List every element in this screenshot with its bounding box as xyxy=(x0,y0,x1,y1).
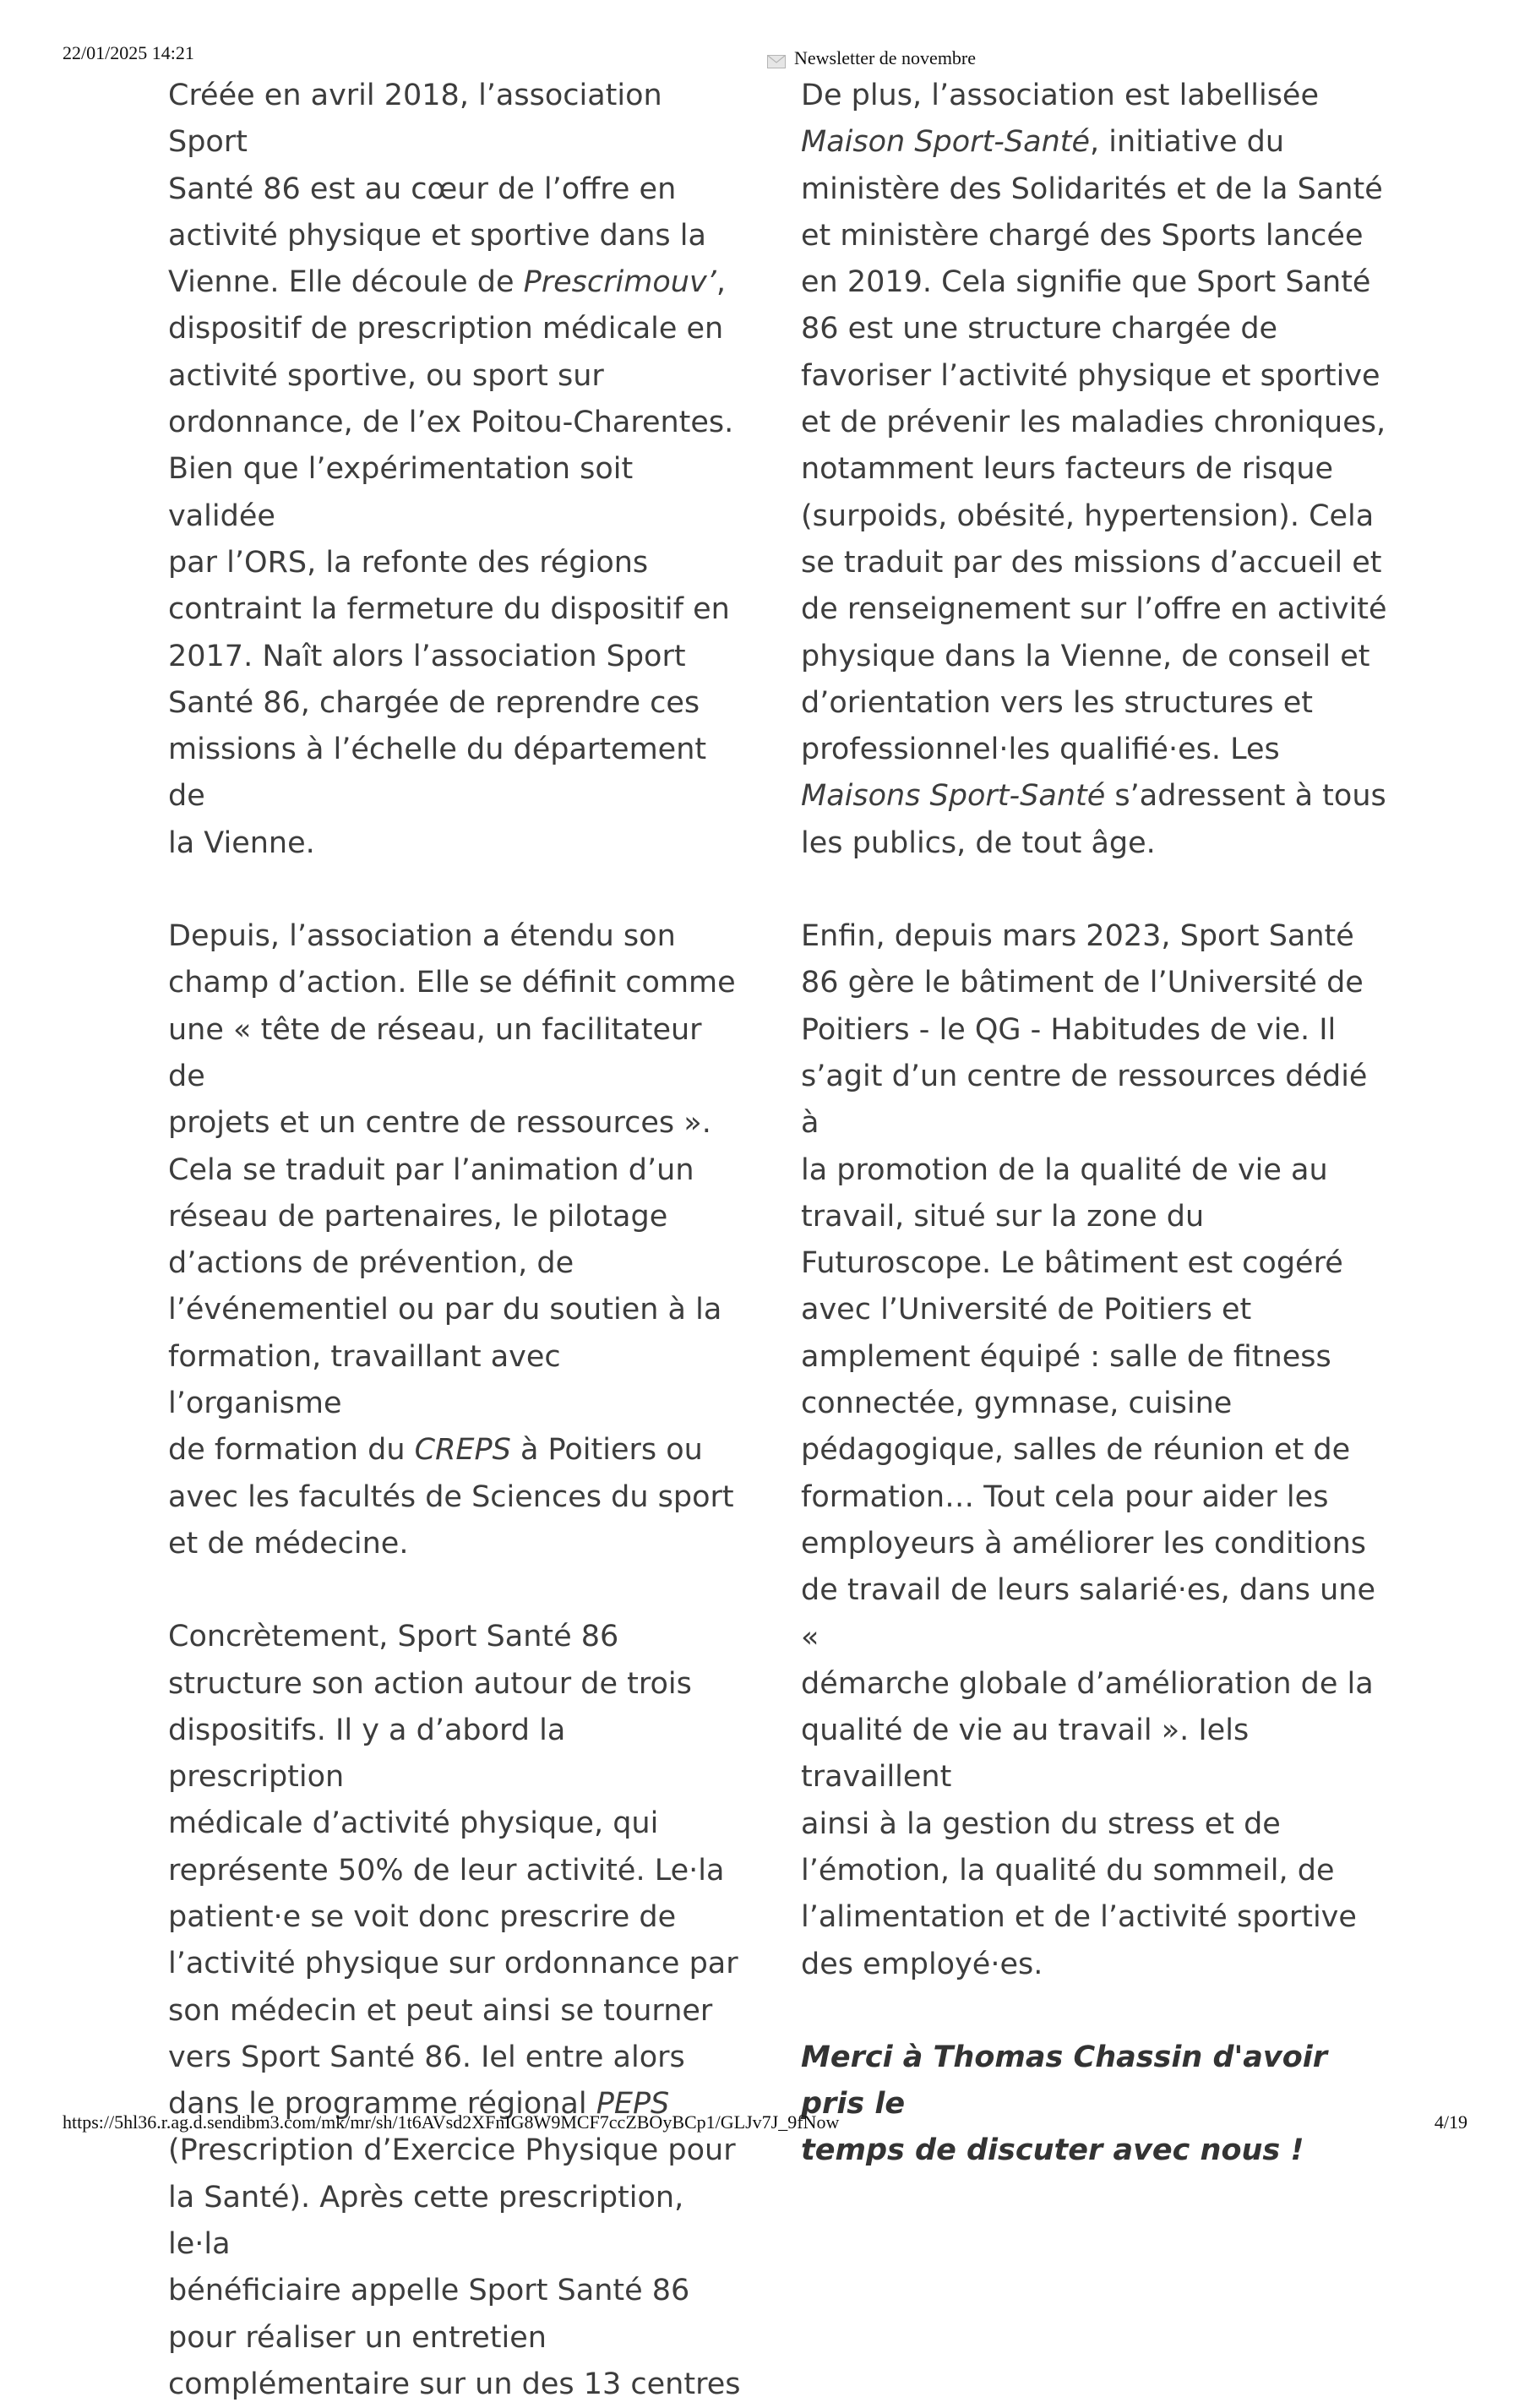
line-text: pédagogique, salles de réunion et de xyxy=(801,1433,1351,1468)
line-text: la promotion de la qualité de vie au xyxy=(801,1152,1328,1187)
text-line xyxy=(801,727,1392,773)
article-paragraph xyxy=(168,1614,743,2408)
text-line xyxy=(801,166,1392,213)
text-line xyxy=(801,119,1392,166)
text-line xyxy=(168,820,743,867)
text-line xyxy=(168,913,743,960)
line-text: Santé 86, chargée de reprendre ces xyxy=(168,685,700,720)
text-line xyxy=(801,680,1392,727)
text-line xyxy=(801,1567,1392,1661)
text-line xyxy=(168,2315,743,2362)
text-line xyxy=(801,213,1392,259)
line-text: d’orientation vers les structures et xyxy=(801,685,1313,720)
text-line xyxy=(801,773,1392,820)
line-text: les publics, de tout âge. xyxy=(801,825,1156,860)
text-line xyxy=(168,1941,743,1987)
text-line xyxy=(168,960,743,1006)
line-text: et ministère chargé des Sports lancée xyxy=(801,218,1364,253)
text-line xyxy=(801,960,1392,1006)
line-text: l’alimentation et de l’activité sportive xyxy=(801,1900,1357,1935)
text-line xyxy=(168,1427,743,1474)
line-text: amplement équipé : salle de fitness xyxy=(801,1339,1331,1374)
text-line xyxy=(168,1194,743,1240)
text-line xyxy=(801,2035,1392,2128)
text-line xyxy=(168,1988,743,2035)
article-right-column xyxy=(801,73,1392,2175)
text-line xyxy=(168,1007,743,1101)
line-text: Enfin, depuis mars 2023, Sport Santé xyxy=(801,919,1354,954)
text-line xyxy=(801,446,1392,493)
line-text: et de médecine. xyxy=(168,1526,409,1561)
line-text-after: , initiative du xyxy=(1090,125,1285,160)
print-footer-page-number: 4/19 xyxy=(1434,2111,1467,2133)
text-line xyxy=(168,634,743,680)
article-paragraph xyxy=(168,73,743,867)
line-text-after: s’adressent à tous xyxy=(1105,779,1386,814)
text-line xyxy=(168,727,743,820)
text-line xyxy=(801,259,1392,306)
line-text: Créée en avril 2018, l’association Sport xyxy=(168,79,662,160)
text-line xyxy=(801,586,1392,633)
line-text: ministère des Solidarités et de la Santé xyxy=(801,172,1383,206)
line-text: qualité de vie au travail ». Iels travaillent xyxy=(801,1713,1250,1795)
envelope-icon xyxy=(767,52,786,65)
line-text: dispositif de prescription médicale en xyxy=(168,312,724,346)
text-line xyxy=(801,1240,1392,1287)
line-text: en 2019. Cela signifie que Sport Santé xyxy=(801,265,1371,300)
text-line xyxy=(168,1240,743,1287)
line-text: (Prescription d’Exercice Physique pour xyxy=(168,2133,736,2168)
text-line xyxy=(801,1054,1392,1147)
line-text-after: , xyxy=(716,265,726,300)
text-line xyxy=(801,1801,1392,1848)
line-text: connectée, gymnase, cuisine xyxy=(801,1387,1233,1421)
line-text: formation, travaillant avec l’organisme xyxy=(168,1339,561,1421)
text-line xyxy=(801,1427,1392,1474)
line-text: des employé·es. xyxy=(801,1947,1043,1981)
article-paragraph xyxy=(801,73,1392,867)
article-paragraph xyxy=(801,913,1392,1988)
line-text: formation… Tout cela pour aider les xyxy=(801,1479,1329,1514)
line-text: et de prévenir les maladies chroniques, xyxy=(801,406,1386,440)
italic-term: PEPS xyxy=(596,2087,670,2122)
text-line xyxy=(801,1894,1392,1941)
text-line xyxy=(168,540,743,586)
line-text: de formation du xyxy=(168,1433,415,1468)
line-text-after: à Poitiers ou xyxy=(510,1433,703,1468)
print-header-title-wrap xyxy=(767,47,976,69)
text-line xyxy=(168,1848,743,1894)
line-text: d’actions de prévention, de xyxy=(168,1246,574,1281)
line-text: de renseignement sur l’offre en activité xyxy=(801,592,1387,627)
thanks-note xyxy=(801,2035,1392,2175)
line-text: professionnel·les qualifié·es. Les xyxy=(801,733,1280,767)
line-text: la Santé). Après cette prescription, le·la xyxy=(168,2180,684,2262)
line-text: notamment leurs facteurs de risque xyxy=(801,452,1334,487)
text-line xyxy=(801,1521,1392,1567)
text-line xyxy=(168,306,743,352)
article-left-column xyxy=(168,73,743,2408)
line-text: dispositifs. Il y a d’abord la prescription xyxy=(168,1713,566,1795)
text-line xyxy=(801,1287,1392,1333)
line-text: activité sportive, ou sport sur xyxy=(168,358,604,393)
line-text: de travail de leurs salarié·es, dans une « xyxy=(801,1573,1375,1654)
text-line xyxy=(168,2175,743,2269)
line-text: démarche globale d’amélioration de la xyxy=(801,1666,1374,1701)
text-line xyxy=(801,820,1392,867)
line-text: Santé 86 est au cœur de l’offre en xyxy=(168,172,677,206)
line-text: Concrètement, Sport Santé 86 xyxy=(168,1620,619,1654)
text-line xyxy=(801,634,1392,680)
text-line xyxy=(168,166,743,213)
text-line xyxy=(801,400,1392,446)
text-line xyxy=(168,400,743,446)
text-line xyxy=(168,1708,743,1801)
text-line xyxy=(801,1942,1392,1988)
line-text: la Vienne. xyxy=(168,825,315,860)
text-line xyxy=(168,1147,743,1194)
line-text: s’agit d’un centre de ressources dédié à xyxy=(801,1059,1368,1141)
text-line xyxy=(168,2127,743,2174)
article-paragraph xyxy=(168,913,743,1567)
text-line xyxy=(801,353,1392,400)
text-line xyxy=(801,306,1392,352)
text-line xyxy=(168,1100,743,1147)
text-line xyxy=(168,213,743,259)
text-line xyxy=(168,586,743,633)
line-text: employeurs à améliorer les conditions xyxy=(801,1526,1367,1561)
line-text: Poitiers - le QG - Habitudes de vie. Il xyxy=(801,1012,1337,1047)
text-line xyxy=(168,73,743,166)
line-text: représente 50% de leur activité. Le·la xyxy=(168,1853,725,1888)
line-text: l’activité physique sur ordonnance par xyxy=(168,1947,738,1981)
line-text: favoriser l’activité physique et sportive xyxy=(801,358,1380,393)
line-text: structure son action autour de trois xyxy=(168,1666,692,1701)
text-line xyxy=(801,1848,1392,1894)
line-text: 2017. Naît alors l’association Sport xyxy=(168,639,686,673)
line-text: missions à l’échelle du département de xyxy=(168,733,707,814)
text-line xyxy=(801,1334,1392,1381)
print-footer-url[interactable]: https://5hl36.r.ag.d.sendibm3.com/mk/mr/sh/1t6AVsd2XFnIG8W9MCF7ccZBOyBCp1/GLJv7J_9fNow xyxy=(63,2111,840,2133)
line-text: activité physique et sportive dans la xyxy=(168,218,706,253)
line-text: temps de discuter avec nous ! xyxy=(801,2133,1304,2168)
text-line xyxy=(801,1007,1392,1054)
print-header-title: Newsletter de novembre xyxy=(794,47,977,68)
line-text: champ d’action. Elle se définit comme xyxy=(168,966,736,1000)
line-text: vers Sport Santé 86. Iel entre alors xyxy=(168,2040,685,2074)
text-line xyxy=(168,1287,743,1333)
text-line xyxy=(801,73,1392,119)
text-line xyxy=(801,1194,1392,1240)
line-text: pour réaliser un entretien xyxy=(168,2320,547,2355)
line-text: 86 gère le bâtiment de l’Université de xyxy=(801,966,1364,1000)
text-line xyxy=(168,1334,743,1428)
text-line xyxy=(801,1381,1392,1427)
line-text: Merci à Thomas Chassin d'avoir pris le xyxy=(801,2040,1327,2122)
line-text: De plus, l’association est labellisée xyxy=(801,79,1319,112)
italic-term: Maisons Sport-Santé xyxy=(801,779,1106,814)
line-text: bénéficiaire appelle Sport Santé 86 xyxy=(168,2274,690,2308)
line-text: ordonnance, de l’ex Poitou-Charentes. xyxy=(168,406,734,440)
line-text: se traduit par des missions d’accueil et xyxy=(801,545,1382,580)
italic-term: Maison Sport-Santé xyxy=(801,125,1091,160)
text-line xyxy=(168,2268,743,2314)
line-text: son médecin et peut ainsi se tourner xyxy=(168,1993,713,2028)
line-text: ainsi à la gestion du stress et de xyxy=(801,1806,1281,1841)
line-text: médicale d’activité physique, qui xyxy=(168,1806,659,1841)
line-text: 86 est une structure chargée de xyxy=(801,312,1278,346)
text-line xyxy=(801,1474,1392,1521)
text-line xyxy=(801,1147,1392,1194)
text-line xyxy=(168,2035,743,2081)
line-text: contraint la fermeture du dispositif en xyxy=(168,592,730,627)
text-line xyxy=(801,493,1392,540)
text-line xyxy=(168,680,743,727)
line-text: projets et un centre de ressources ». xyxy=(168,1106,711,1141)
line-text: une « tête de réseau, un facilitateur de xyxy=(168,1012,702,1093)
text-line xyxy=(168,1801,743,1847)
text-line xyxy=(801,1661,1392,1708)
line-text: (surpoids, obésité, hypertension). Cela xyxy=(801,498,1375,533)
line-text: Futuroscope. Le bâtiment est cogéré xyxy=(801,1246,1343,1281)
text-line xyxy=(168,1521,743,1567)
text-line xyxy=(801,1708,1392,1801)
line-text: physique dans la Vienne, de conseil et xyxy=(801,639,1370,673)
line-text: réseau de partenaires, le pilotage xyxy=(168,1199,668,1234)
line-text: travail, situé sur la zone du xyxy=(801,1199,1205,1234)
text-line xyxy=(168,446,743,540)
text-line xyxy=(168,353,743,400)
line-text: Bien que l’expérimentation soit validée xyxy=(168,452,634,533)
text-line xyxy=(168,1474,743,1521)
line-text: patient·e se voit donc prescrire de xyxy=(168,1899,677,1934)
line-text: dans le programme régional xyxy=(168,2087,596,2122)
line-text: l’émotion, la qualité du sommeil, de xyxy=(801,1853,1335,1888)
text-line xyxy=(168,1894,743,1941)
line-text: complémentaire sur un des 13 centres xyxy=(168,2367,741,2401)
text-line xyxy=(168,1661,743,1708)
line-text: Cela se traduit par l’animation d’un xyxy=(168,1152,694,1187)
text-line xyxy=(801,913,1392,960)
text-line xyxy=(168,2362,743,2408)
text-line xyxy=(168,259,743,306)
italic-term: Prescrimouv’ xyxy=(523,265,716,300)
italic-term: CREPS xyxy=(414,1433,511,1468)
text-line xyxy=(168,1614,743,1660)
text-line xyxy=(801,540,1392,586)
line-text: avec l’Université de Poitiers et xyxy=(801,1293,1252,1327)
line-text: Vienne. Elle découle de xyxy=(168,265,524,300)
line-text: avec les facultés de Sciences du sport xyxy=(168,1479,734,1514)
line-text: l’événementiel ou par du soutien à la xyxy=(168,1293,722,1327)
text-line xyxy=(801,2127,1392,2174)
line-text: par l’ORS, la refonte des régions xyxy=(168,545,649,580)
line-text: Depuis, l’association a étendu son xyxy=(168,919,676,954)
print-header-datetime: 22/01/2025 14:21 xyxy=(63,42,194,63)
